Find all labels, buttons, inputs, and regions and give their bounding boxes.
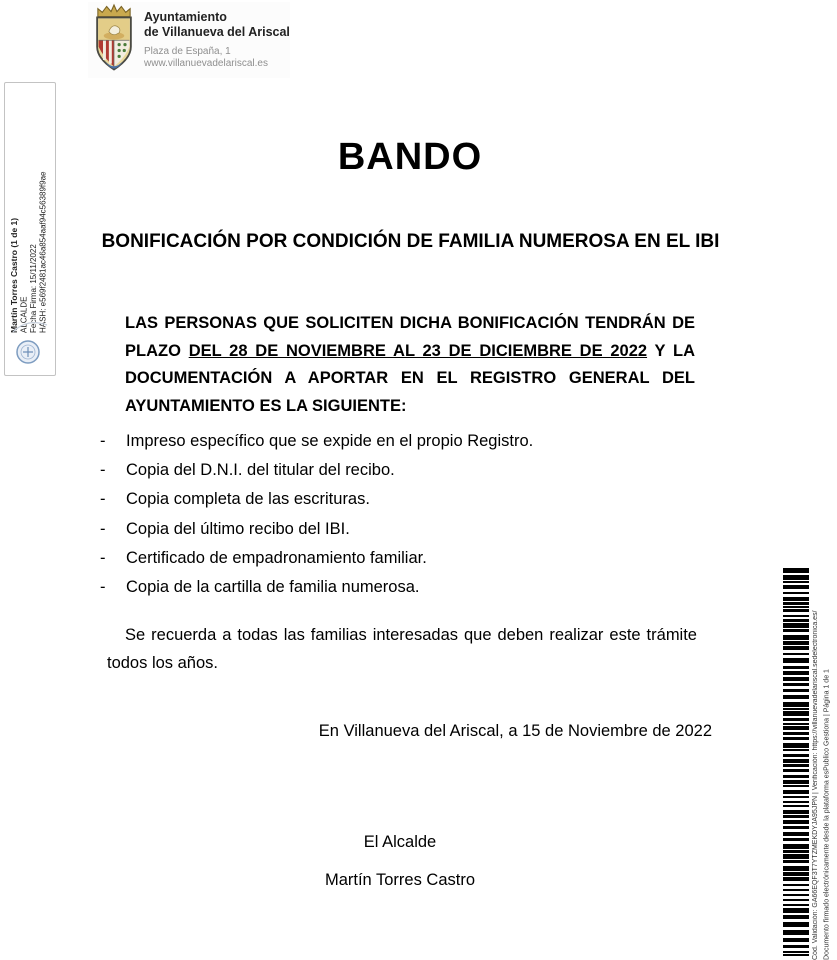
list-item-text: Copia del último recibo del IBI. [126,519,350,538]
validation-code-line: Cód. Validación: GA66EQF3T7YTZMEKDYJA95JPN | Verificación: https://villanuevadelariscal.sedelectronica.es/ [812,610,819,960]
list-item [100,485,720,514]
document-subtitle: BONIFICACIÓN POR CONDICIÓN DE FAMILIA NUMEROSA EN EL IBI [101,231,720,252]
list-dash: - [100,490,106,509]
org-website: www.villanuevadelariscal.es [144,58,268,69]
requirements-list [100,427,720,602]
list-dash: - [100,519,106,538]
org-name-line2: de Villanueva del Ariscal [144,24,290,39]
list-dash: - [100,461,106,480]
signature-name: Martín Torres Castro [324,871,476,889]
list-item-text: Impreso específico que se expide en el propio Registro. [126,432,534,450]
list-item [100,427,720,456]
municipality-name-block [144,10,290,70]
date-place-line: En Villanueva del Ariscal, a 15 de Noviembre de 2022 [318,722,712,740]
signature-hash: HASH: e569f2481ac46a854aaf94c56389f9ae [38,171,48,333]
list-item [100,544,720,573]
reminder-paragraph: Se recuerda a todas las familias interesadas que deben realizar este trámite todos los años. [107,626,697,672]
signed-document-line: Documento firmado electrónicamente desde la plataforma esPublico Gestiona | Página 1 de 1 [823,669,831,960]
signer-name: Martín Torres Castro (1 de 1) [9,217,19,333]
intro-part1: LAS PERSONAS QUE SOLICITEN DICHA BONIFICACIÓN TENDRÁN DE PLAZO [125,314,695,360]
list-dash: - [100,548,106,567]
intro-paragraph [125,310,695,420]
validation-strip-text [810,566,836,960]
document-title: BANDO [337,136,483,178]
signature-date: Fecha Firma: 15/11/2022 [29,244,38,333]
list-item-text: Certificado de empadronamiento familiar. [126,548,427,567]
list-dash: - [100,578,106,597]
signature-role: El Alcalde [363,833,437,851]
signature-stamp-text [10,155,48,333]
signature-stamp-box [4,82,56,376]
barcode [783,568,809,960]
signer-role: ALCALDE [19,296,29,333]
intro-part2: Y LA DOCUMENTACIÓN A APORTAR EN EL REGISTRO GENERAL DEL AYUNTAMIENTO ES LA SIGUIENTE: [125,341,695,415]
list-item-text: Copia del D.N.I. del titular del recibo. [126,461,395,480]
org-address: Plaza de España, 1 [144,46,231,57]
municipal-logo [88,2,290,78]
list-dash: - [100,432,106,450]
intro-deadline-underlined: DEL 28 DE NOVIEMBRE AL 23 DE DICIEMBRE DE 2022 [188,341,648,360]
list-item [100,515,720,544]
org-name-line1: Ayuntamiento [144,10,227,24]
list-item [100,456,720,485]
notary-seal-icon [7,316,51,379]
list-item-text: Copia completa de las escrituras. [126,490,370,509]
coat-of-arms-icon [92,3,136,78]
list-item-text: Copia de la cartilla de familia numerosa. [126,578,420,597]
list-item [100,573,720,602]
